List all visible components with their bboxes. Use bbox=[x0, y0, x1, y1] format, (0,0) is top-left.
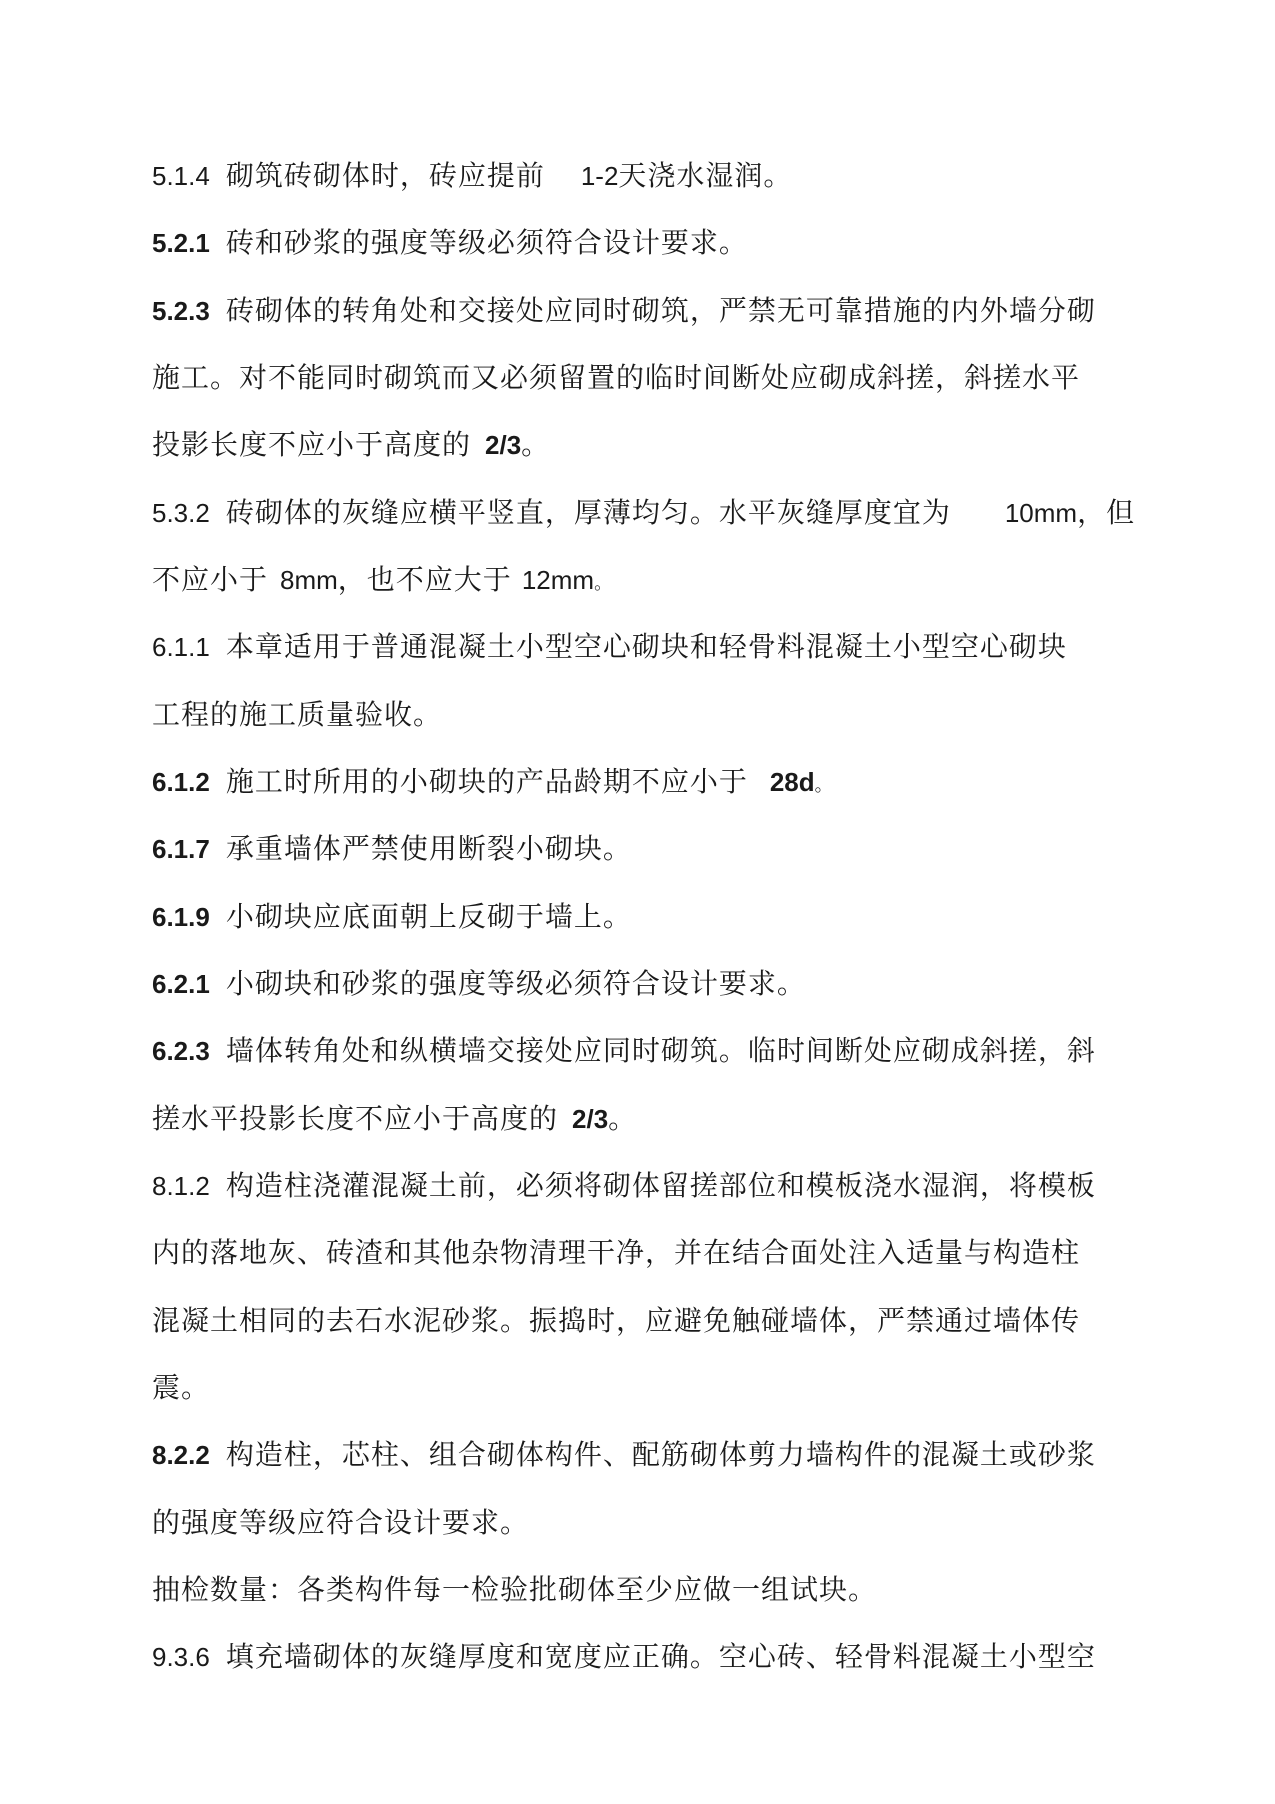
value: 2/3 bbox=[572, 1104, 609, 1134]
clause-number: 8.1.2 bbox=[152, 1171, 210, 1201]
value: 8mm bbox=[280, 565, 338, 595]
clause-text: 填充墙砌体的灰缝厚度和宽度应正确。空心砖、轻骨料混凝土小型空 bbox=[225, 1640, 1096, 1673]
clause-text: 抽检数量：各类构件每一检验批砌体至少应做一组试块。 bbox=[152, 1573, 878, 1606]
value: 28d bbox=[769, 767, 815, 797]
clause-number: 9.3.6 bbox=[152, 1642, 210, 1672]
clause-6-2-1 bbox=[152, 961, 1152, 1007]
clause-text: 小砌块和砂浆的强度等级必须符合设计要求。 bbox=[225, 967, 806, 1000]
clause-6-2-3 bbox=[152, 1028, 1152, 1074]
clause-text: 投影长度不应小于高度的 bbox=[152, 428, 472, 461]
clause-5-1-4 bbox=[152, 153, 1152, 199]
clause-number: 6.1.7 bbox=[152, 834, 210, 864]
clause-5-3-2-cont bbox=[152, 557, 1152, 603]
clause-text: 施工。对不能同时砌筑而又必须留置的临时间断处应砌成斜搓，斜搓水平 bbox=[152, 361, 1081, 394]
clause-number: 6.1.2 bbox=[152, 767, 210, 797]
clause-text: 本章适用于普通混凝土小型空心砌块和轻骨料混凝土小型空心砌块 bbox=[225, 630, 1067, 663]
clause-number: 6.1.1 bbox=[152, 632, 210, 662]
clause-text: 震。 bbox=[152, 1371, 211, 1404]
clause-5-2-3-cont-2 bbox=[152, 422, 1152, 468]
clause-text: 。 bbox=[521, 428, 551, 461]
clause-number: 6.2.1 bbox=[152, 969, 210, 999]
clause-text: 墙体转角处和纵横墙交接处应同时砌筑。临时间断处应砌成斜搓，斜 bbox=[225, 1034, 1096, 1067]
clause-text: 施工时所用的小砌块的产品龄期不应小于 bbox=[225, 765, 748, 798]
clause-8-1-2 bbox=[152, 1163, 1152, 1209]
clause-text: ，也不应大于 bbox=[337, 563, 512, 596]
clause-6-1-1 bbox=[152, 624, 1152, 670]
value: 12mm bbox=[521, 565, 595, 595]
clause-5-2-3 bbox=[152, 288, 1152, 334]
clause-6-1-1-cont bbox=[152, 692, 1152, 738]
clause-number: 5.2.1 bbox=[152, 228, 210, 258]
clause-number: 8.2.2 bbox=[152, 1440, 210, 1470]
clause-text: ，但 bbox=[1077, 496, 1136, 529]
clause-text: 工程的施工质量验收。 bbox=[152, 698, 443, 731]
clause-text: 。 bbox=[814, 775, 834, 796]
clause-text: 小砌块应底面朝上反砌于墙上。 bbox=[225, 900, 632, 933]
clause-text: 的强度等级应符合设计要求。 bbox=[152, 1506, 530, 1539]
clause-8-1-2-cont-1 bbox=[152, 1230, 1152, 1276]
clause-text: 天浇水湿润。 bbox=[618, 159, 793, 192]
clause-text: 构造柱，芯柱、组合砌体构件、配筋砌体剪力墙构件的混凝土或砂浆 bbox=[225, 1438, 1096, 1471]
clause-text: 混凝土相同的去石水泥砂浆。振捣时，应避免触碰墙体，严禁通过墙体传 bbox=[152, 1304, 1081, 1337]
clause-6-1-7 bbox=[152, 826, 1152, 872]
clause-text: 内的落地灰、砖渣和其他杂物清理干净，并在结合面处注入适量与构造柱 bbox=[152, 1236, 1081, 1269]
clause-number: 6.2.3 bbox=[152, 1036, 210, 1066]
clause-8-2-2 bbox=[152, 1432, 1152, 1478]
clause-number: 5.1.4 bbox=[152, 161, 210, 191]
clause-text: 不应小于 bbox=[152, 563, 269, 596]
clause-text: 砖砌体的转角处和交接处应同时砌筑，严禁无可靠措施的内外墙分砌 bbox=[225, 294, 1096, 327]
clause-6-1-2 bbox=[152, 759, 1152, 805]
value: 2/3 bbox=[485, 430, 522, 460]
clause-8-1-2-cont-2 bbox=[152, 1298, 1152, 1344]
clause-text: 。 bbox=[608, 1102, 638, 1135]
clause-number: 5.3.2 bbox=[152, 498, 210, 528]
clause-6-1-9 bbox=[152, 894, 1152, 940]
value: 1-2 bbox=[580, 161, 619, 191]
clause-text: 承重墙体严禁使用断裂小砌块。 bbox=[225, 832, 632, 865]
clause-5-2-3-cont-1 bbox=[152, 355, 1152, 401]
clause-text: 搓水平投影长度不应小于高度的 bbox=[152, 1102, 559, 1135]
sampling-quantity bbox=[152, 1567, 1152, 1613]
clause-text: 构造柱浇灌混凝土前，必须将砌体留搓部位和模板浇水湿润，将模板 bbox=[225, 1169, 1096, 1202]
clause-6-2-3-cont bbox=[152, 1096, 1152, 1142]
clause-text: 。 bbox=[594, 573, 614, 594]
clause-number: 5.2.3 bbox=[152, 296, 210, 326]
clause-text: 砌筑砖砌体时，砖应提前 bbox=[225, 159, 545, 192]
clause-5-3-2 bbox=[152, 490, 1152, 536]
clause-8-1-2-cont-3 bbox=[152, 1365, 1152, 1411]
value: 10mm bbox=[1004, 498, 1078, 528]
clause-text: 砖砌体的灰缝应横平竖直，厚薄均匀。水平灰缝厚度宜为 bbox=[225, 496, 951, 529]
clause-text: 砖和砂浆的强度等级必须符合设计要求。 bbox=[225, 226, 748, 259]
clause-9-3-6 bbox=[152, 1634, 1152, 1680]
clause-8-2-2-cont bbox=[152, 1500, 1152, 1546]
clause-5-2-1 bbox=[152, 220, 1152, 266]
clause-number: 6.1.9 bbox=[152, 902, 210, 932]
